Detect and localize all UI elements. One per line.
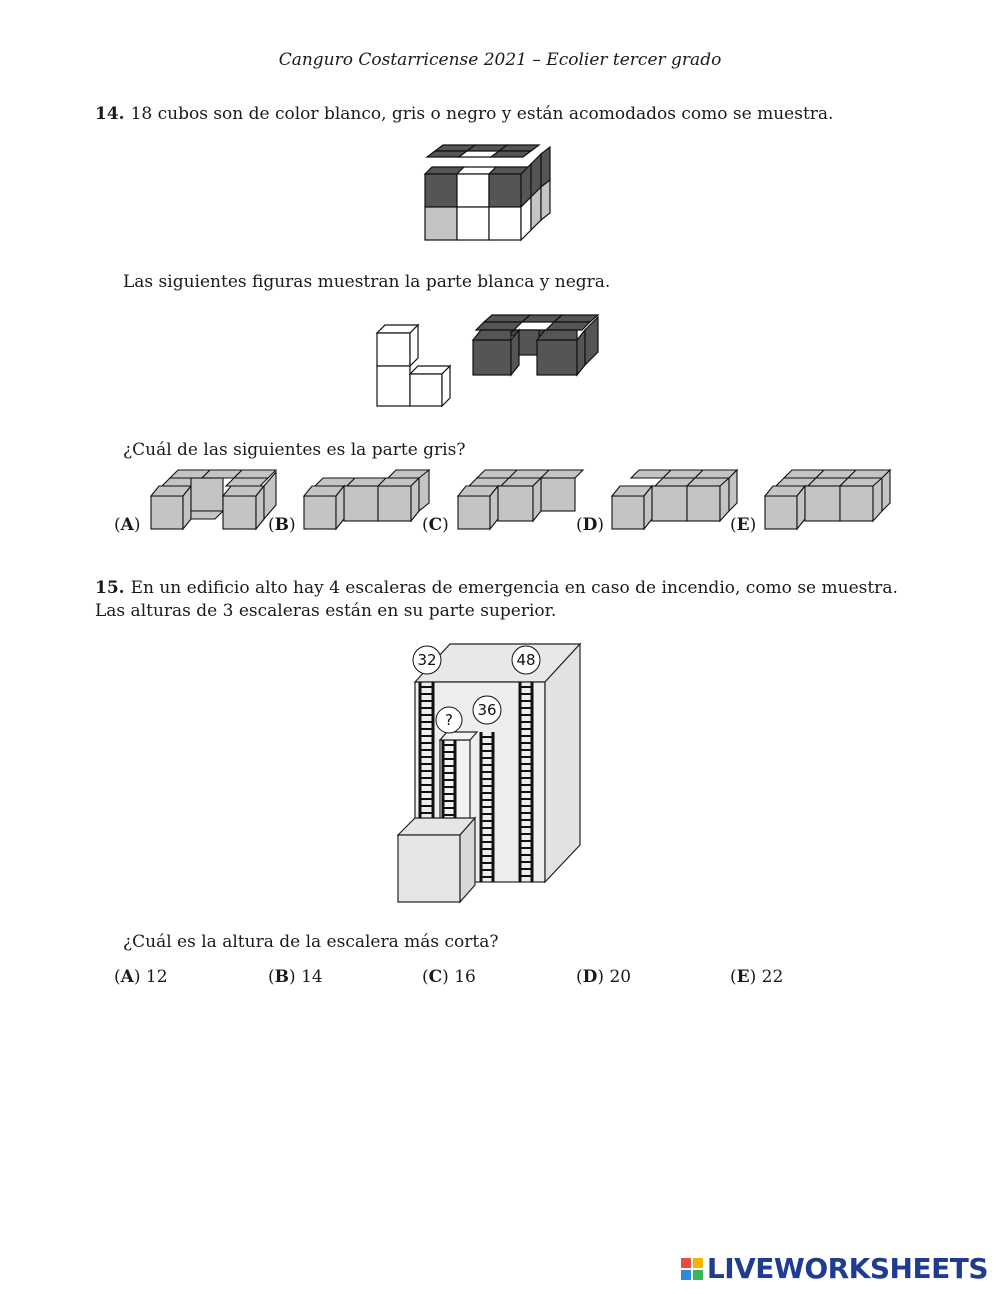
q15-building-diagram — [395, 640, 585, 905]
liveworksheets-logo-icon — [681, 1258, 703, 1280]
q15-text-line2: Las alturas de 3 escaleras están en su parte superior. — [95, 601, 557, 621]
q14-white-part — [370, 320, 460, 412]
q14-cube-arrangement — [420, 140, 560, 245]
q14-option-a[interactable]: (A) — [114, 515, 141, 535]
q15-label-48: 48 — [516, 651, 536, 669]
q14-option-e-letter: E — [736, 515, 750, 535]
q15-option-d-letter: D — [582, 967, 598, 987]
q15-option-c[interactable]: (C) 16 — [422, 967, 476, 987]
q14-option-a-letter: A — [120, 515, 134, 535]
q15-label-36: 36 — [477, 701, 497, 719]
q14-option-d-letter: D — [582, 515, 598, 535]
q15-option-e-value: 22 — [761, 967, 784, 987]
q14-subtext1: Las siguientes figuras muestran la parte blanca y negra. — [123, 272, 611, 292]
q14-option-e[interactable]: (E) — [730, 515, 757, 535]
q14-black-part — [470, 312, 605, 382]
q15-label-32: 32 — [417, 651, 437, 669]
q15-option-c-letter: C — [428, 967, 443, 987]
q14-option-d-figure[interactable] — [609, 468, 739, 533]
q15-option-c-value: 16 — [454, 967, 476, 987]
q14-statement — [95, 103, 833, 126]
q15-option-a[interactable]: (A) 12 — [114, 967, 168, 987]
q15-option-b[interactable]: (B) 14 — [268, 967, 323, 987]
q14-option-e-figure[interactable] — [762, 468, 892, 533]
liveworksheets-logo — [681, 1252, 988, 1285]
q15-option-e[interactable]: (E) 22 — [730, 967, 784, 987]
q14-option-b-letter: B — [274, 515, 290, 535]
q15-number: 15. — [95, 578, 125, 598]
q14-option-b-figure[interactable] — [301, 468, 431, 533]
liveworksheets-logo-text: LIVEWORKSHEETS — [706, 1252, 988, 1285]
q15-option-d-value: 20 — [609, 967, 632, 987]
q15-statement-line1 — [95, 577, 898, 600]
q14-option-d[interactable]: (D) — [576, 515, 605, 535]
q14-subtext2: ¿Cuál de las siguientes es la parte gris? — [123, 440, 466, 460]
q14-option-a-figure[interactable] — [148, 468, 278, 533]
q14-option-c[interactable]: (C) — [422, 515, 449, 535]
q14-option-c-letter: C — [428, 515, 443, 535]
q14-number: 14. — [95, 104, 125, 124]
q15-option-d[interactable]: (D) 20 — [576, 967, 632, 987]
q15-label-unknown: ? — [445, 711, 453, 729]
q15-option-a-value: 12 — [145, 967, 168, 987]
q15-question: ¿Cuál es la altura de la escalera más corta? — [123, 932, 499, 952]
q15-option-a-letter: A — [120, 967, 134, 987]
q14-option-b[interactable]: (B) — [268, 515, 296, 535]
page-header: Canguro Costarricense 2021 – Ecolier tercer grado — [278, 50, 722, 70]
q15-option-b-value: 14 — [301, 967, 323, 987]
q14-text: 18 cubos son de color blanco, gris o negro y están acomodados como se muestra. — [130, 104, 834, 124]
q15-text-line1: En un edificio alto hay 4 escaleras de emergencia en caso de incendio, como se muestra. — [130, 578, 898, 598]
q15-option-e-letter: E — [736, 967, 750, 987]
q15-option-b-letter: B — [274, 967, 290, 987]
q14-option-c-figure[interactable] — [455, 468, 585, 533]
